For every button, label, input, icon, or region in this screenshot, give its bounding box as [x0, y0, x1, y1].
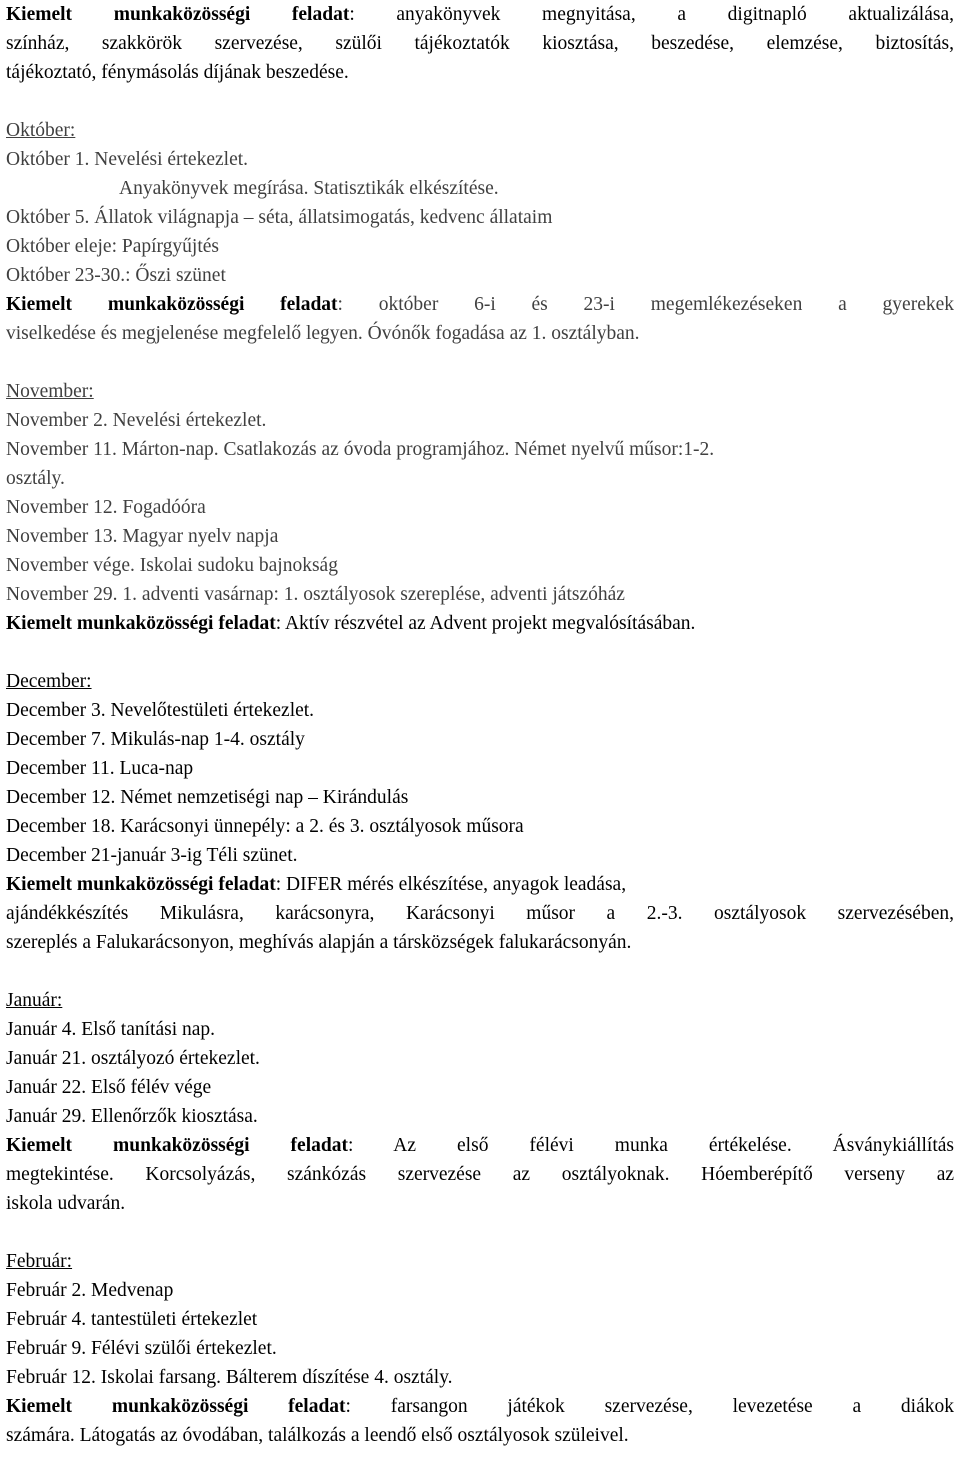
event-item: December 21-január 3-ig Téli szünet. — [6, 845, 298, 866]
section-december — [6, 667, 954, 957]
month-heading: November: — [6, 381, 94, 402]
event-item: Február 2. Medvenap — [6, 1280, 174, 1301]
event-item: November 2. Nevelési értekezlet. — [6, 410, 267, 431]
kiemelt-line — [6, 290, 954, 319]
event-item: November vége. Iskolai sudoku bajnokság — [6, 555, 338, 576]
event-item: November 11. Márton-nap. Csatlakozás az óvoda programjához. Német nyelvű műsor:1-2. — [6, 439, 715, 460]
section-februar — [6, 1247, 954, 1450]
kiemelt-line: számára. Látogatás az óvodában, találkozás a leendő első osztályosok szüleivel. — [6, 1425, 629, 1446]
kiemelt-text: : október 6-i és 23-i megemlékezéseken a gyerekek — [337, 294, 954, 315]
kiemelt-text: : farsangon játékok szervezése, levezetése a diákok — [345, 1396, 954, 1417]
event-item: Október eleje: Papírgyűjtés — [6, 236, 220, 257]
month-heading: Október: — [6, 120, 76, 141]
kiemelt-line: iskola udvarán. — [6, 1193, 126, 1214]
event-item: Október 1. Nevelési értekezlet. — [6, 149, 249, 170]
kiemelt-line — [6, 1131, 954, 1160]
intro-line: színház, szakkörök szervezése, szülői tájékoztatók kiosztása, beszedése, elemzése, biztosítás, — [6, 33, 954, 54]
event-item: Február 9. Félévi szülői értekezlet. — [6, 1338, 277, 1359]
event-item: Január 21. osztályozó értekezlet. — [6, 1048, 260, 1069]
event-item: Anyakönyvek megírása. Statisztikák elkészítése. — [119, 178, 499, 199]
kiemelt-line: megtekintése. Korcsolyázás, szánkózás szervezése az osztályoknak. Hóemberépítő verseny az — [6, 1164, 954, 1185]
kiemelt-line — [6, 870, 954, 899]
event-item: Február 4. tantestületi értekezlet — [6, 1309, 258, 1330]
kiemelt-line — [6, 609, 954, 638]
event-item: Január 29. Ellenőrzők kiosztása. — [6, 1106, 258, 1127]
month-heading: Január: — [6, 990, 63, 1011]
kiemelt-line: ajándékkészítés Mikulásra, karácsonyra, Karácsonyi műsor a 2.-3. osztályosok szervezésében, — [6, 903, 954, 924]
kiemelt-label: Kiemelt munkaközösségi feladat — [6, 294, 338, 315]
intro-text: : anyakönyvek megnyitása, a digitnapló aktualizálása, — [349, 4, 954, 25]
kiemelt-text: : Aktív részvétel az Advent projekt megvalósításában. — [275, 613, 696, 634]
event-item: December 3. Nevelőtestületi értekezlet. — [6, 700, 315, 721]
event-item: December 11. Luca-nap — [6, 758, 194, 779]
kiemelt-label: Kiemelt munkaközösségi feladat — [6, 1396, 346, 1417]
event-item: Október 23-30.: Őszi szünet — [6, 265, 226, 286]
intro-line: tájékoztató, fénymásolás díjának beszedése. — [6, 62, 349, 83]
spacer — [6, 87, 954, 116]
kiemelt-text: : Az első félévi munka értékelése. Ásványkiállítás — [347, 1135, 954, 1156]
kiemelt-label: Kiemelt munkaközösségi feladat — [6, 874, 276, 895]
kiemelt-label: Kiemelt munkaközösségi feladat — [6, 613, 276, 634]
event-item: Január 22. Első félév vége — [6, 1077, 212, 1098]
event-item: December 12. Német nemzetiségi nap – Kirándulás — [6, 787, 409, 808]
spacer — [6, 1218, 954, 1247]
spacer — [6, 957, 954, 986]
event-item: osztály. — [6, 468, 65, 489]
event-item: December 18. Karácsonyi ünnepély: a 2. és 3. osztályosok műsora — [6, 816, 524, 837]
event-item: Február 12. Iskolai farsang. Bálterem díszítése 4. osztály. — [6, 1367, 453, 1388]
section-oktober — [6, 116, 954, 348]
month-heading: Február: — [6, 1251, 73, 1272]
kiemelt-label: Kiemelt munkaközösségi feladat — [6, 4, 350, 25]
event-item: December 7. Mikulás-nap 1-4. osztály — [6, 729, 305, 750]
event-item: Január 4. Első tanítási nap. — [6, 1019, 216, 1040]
kiemelt-line: szereplés a Falukarácsonyon, meghívás alapján a társközségek falukarácsonyán. — [6, 932, 632, 953]
intro-line — [6, 0, 954, 29]
event-item: November 29. 1. adventi vasárnap: 1. osztályosok szereplése, adventi játszóház — [6, 584, 625, 605]
spacer — [6, 348, 954, 377]
kiemelt-line: viselkedése és megjelenése megfelelő legyen. Óvónők fogadása az 1. osztályban. — [6, 323, 640, 344]
spacer — [6, 638, 954, 667]
section-januar — [6, 986, 954, 1218]
kiemelt-label: Kiemelt munkaközösségi feladat — [6, 1135, 348, 1156]
event-item: November 13. Magyar nyelv napja — [6, 526, 279, 547]
kiemelt-text: : DIFER mérés elkészítése, anyagok leadása, — [275, 874, 627, 895]
event-item: November 12. Fogadóóra — [6, 497, 206, 518]
section-november — [6, 377, 954, 638]
kiemelt-line — [6, 1392, 954, 1421]
month-heading: December: — [6, 671, 92, 692]
event-item: Október 5. Állatok világnapja – séta, állatsimogatás, kedvenc állataim — [6, 207, 553, 228]
intro-block — [6, 0, 954, 87]
